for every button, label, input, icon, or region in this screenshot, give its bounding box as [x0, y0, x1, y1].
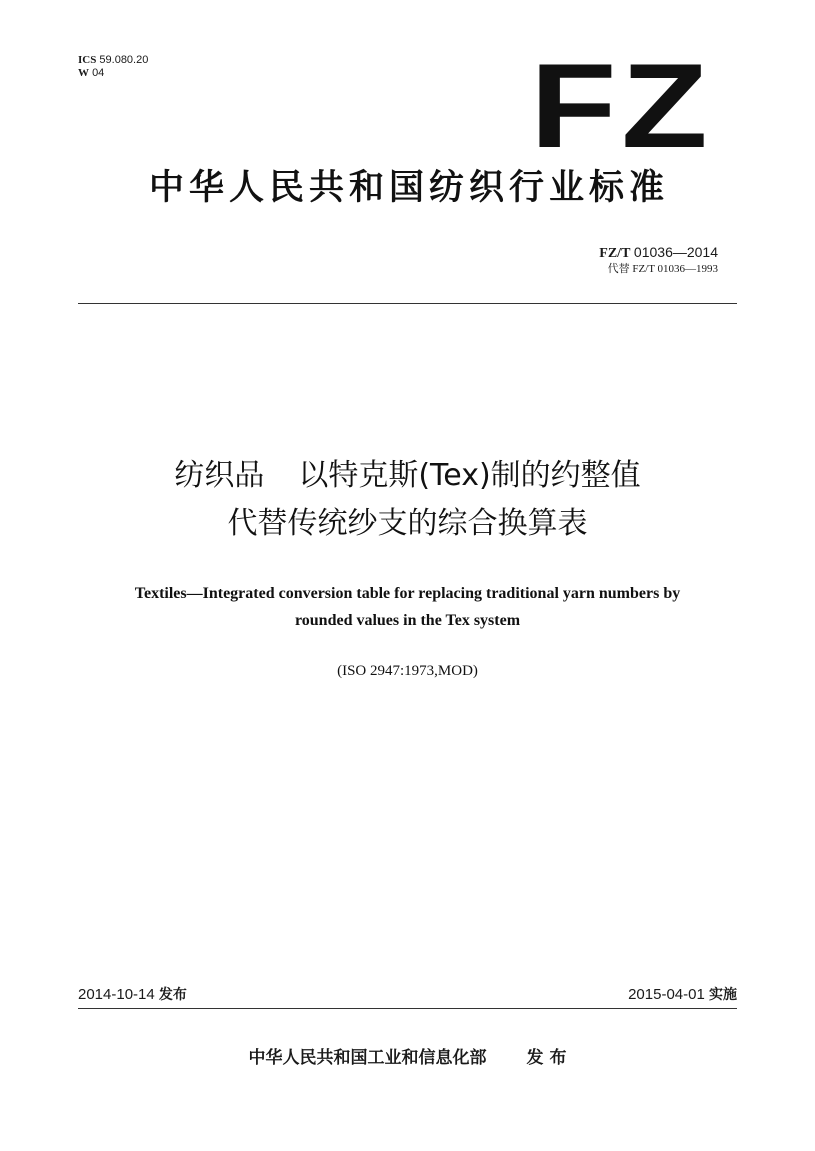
- bottom-divider: [78, 1008, 737, 1009]
- document-title-part2: 以特克斯(Tex)制的约整值: [298, 458, 641, 493]
- standard-number: [599, 244, 718, 277]
- document-title-part1: 纺织品: [174, 458, 265, 493]
- fz-logo: FZ: [530, 39, 713, 173]
- ics-code: 59.080.20: [99, 54, 149, 66]
- implementation-label: 实施: [709, 987, 737, 1003]
- top-divider: [78, 303, 737, 304]
- w-label: W: [78, 67, 89, 79]
- document-title: [60, 452, 755, 548]
- standard-code: FZ/T: [599, 246, 631, 261]
- document-title-line2: 代替传统纱支的综合换算表: [227, 506, 588, 541]
- issuer-name: 中华人民共和国工业和信息化部: [248, 1048, 487, 1068]
- issuer-label: 发 布: [526, 1048, 567, 1068]
- english-title-line1: Textiles—Integrated conversion table for replacing traditional yarn numbers by: [134, 585, 681, 602]
- issue-label: 发布: [158, 987, 187, 1003]
- issue-date-value: 2014-10-14: [78, 986, 155, 1003]
- implementation-date: [628, 985, 737, 1005]
- english-title: [60, 580, 755, 634]
- issuer: [60, 1045, 755, 1071]
- standard-number-value: 01036—2014: [633, 244, 718, 260]
- iso-reference: (ISO 2947:1973,MOD): [337, 663, 478, 679]
- ics-classification: [78, 54, 148, 80]
- standard-title: 中华人民共和国纺织行业标准: [148, 168, 669, 208]
- issue-date: [78, 985, 187, 1005]
- implementation-date-value: 2015-04-01: [628, 986, 705, 1003]
- w-code: 04: [92, 67, 105, 79]
- english-title-line2: rounded values in the Tex system: [294, 612, 521, 629]
- replaces-standard: 代替 FZ/T 01036—1993: [607, 263, 718, 275]
- ics-label: ICS: [78, 54, 97, 66]
